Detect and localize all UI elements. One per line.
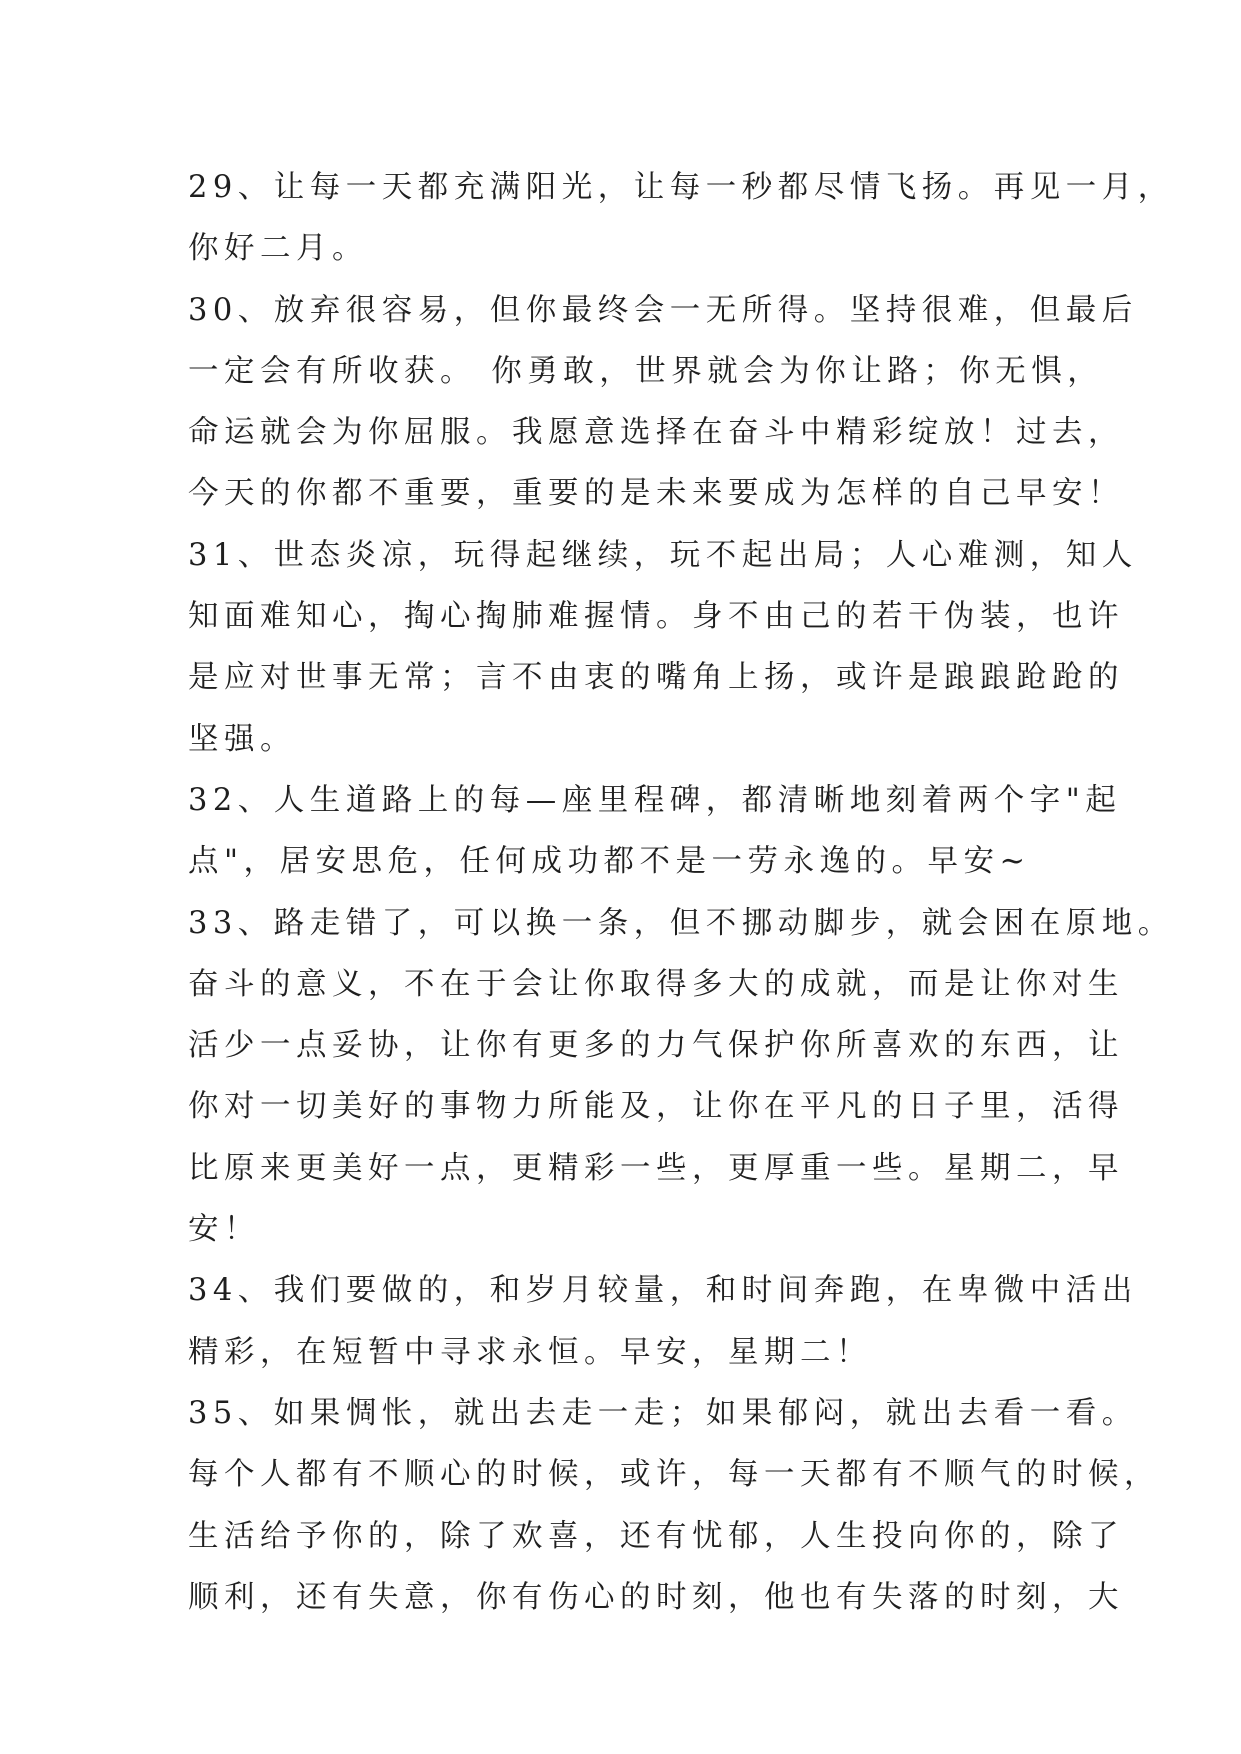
text-line: 每个人都有不顺心的时候，或许，每一天都有不顺气的时候， bbox=[188, 1457, 1160, 1493]
text-line: 34、我们要做的，和岁月较量，和时间奔跑，在卑微中活出 bbox=[188, 1273, 1138, 1309]
text-line: 奋斗的意义，不在于会让你取得多大的成就，而是让你对生 bbox=[188, 966, 1124, 1002]
text-line: 今天的你都不重要，重要的是未来要成为怎样的自己早安！ bbox=[188, 476, 1124, 512]
text-line: 32、人生道路上的每—座里程碑，都清晰地刻着两个字"起 bbox=[188, 782, 1122, 818]
text-line: 你对一切美好的事物力所能及，让你在平凡的日子里，活得 bbox=[188, 1089, 1124, 1125]
text-line: 顺利，还有失意，你有伤心的时刻，他也有失落的时刻，大 bbox=[188, 1579, 1124, 1615]
text-line: 命运就会为你屈服。我愿意选择在奋斗中精彩绽放！过去， bbox=[188, 415, 1124, 451]
text-line: 30、放弃很容易，但你最终会一无所得。坚持很难，但最后 bbox=[188, 292, 1138, 328]
text-line: 活少一点妥协，让你有更多的力气保护你所喜欢的东西，让 bbox=[188, 1028, 1124, 1064]
text-line: 29、让每一天都充满阳光，让每一秒都尽情飞扬。再见一月， bbox=[188, 170, 1174, 205]
text-line: 是应对世事无常；言不由衷的嘴角上扬，或许是踉踉跄跄的 bbox=[188, 660, 1124, 696]
text-line: 精彩，在短暂中寻求永恒。早安，星期二！ bbox=[188, 1334, 872, 1370]
text-line: 31、世态炎凉，玩得起继续，玩不起出局；人心难测，知人 bbox=[188, 537, 1138, 573]
text-line: 安！ bbox=[188, 1212, 260, 1248]
text-line: 35、如果惆怅，就出去走一走；如果郁闷，就出去看一看。 bbox=[188, 1395, 1138, 1431]
text-line: 你好二月。 bbox=[188, 231, 368, 267]
text-line: 点"，居安思危，任何成功都不是一劳永逸的。早安~ bbox=[188, 844, 1031, 880]
text-line: 知面难知心，掏心掏肺难握情。身不由己的若干伪装，也许 bbox=[188, 599, 1124, 635]
text-line: 比原来更美好一点，更精彩一些，更厚重一些。星期二，早 bbox=[188, 1150, 1124, 1186]
text-line: 33、路走错了，可以换一条，但不挪动脚步，就会困在原地。 bbox=[188, 905, 1174, 941]
text-line: 生活给予你的，除了欢喜，还有忧郁，人生投向你的，除了 bbox=[188, 1518, 1124, 1554]
document-body bbox=[188, 157, 1174, 1628]
text-line: 一定会有所收获。 你勇敢，世界就会为你让路；你无惧， bbox=[188, 353, 1104, 389]
text-line: 坚强。 bbox=[188, 721, 296, 757]
